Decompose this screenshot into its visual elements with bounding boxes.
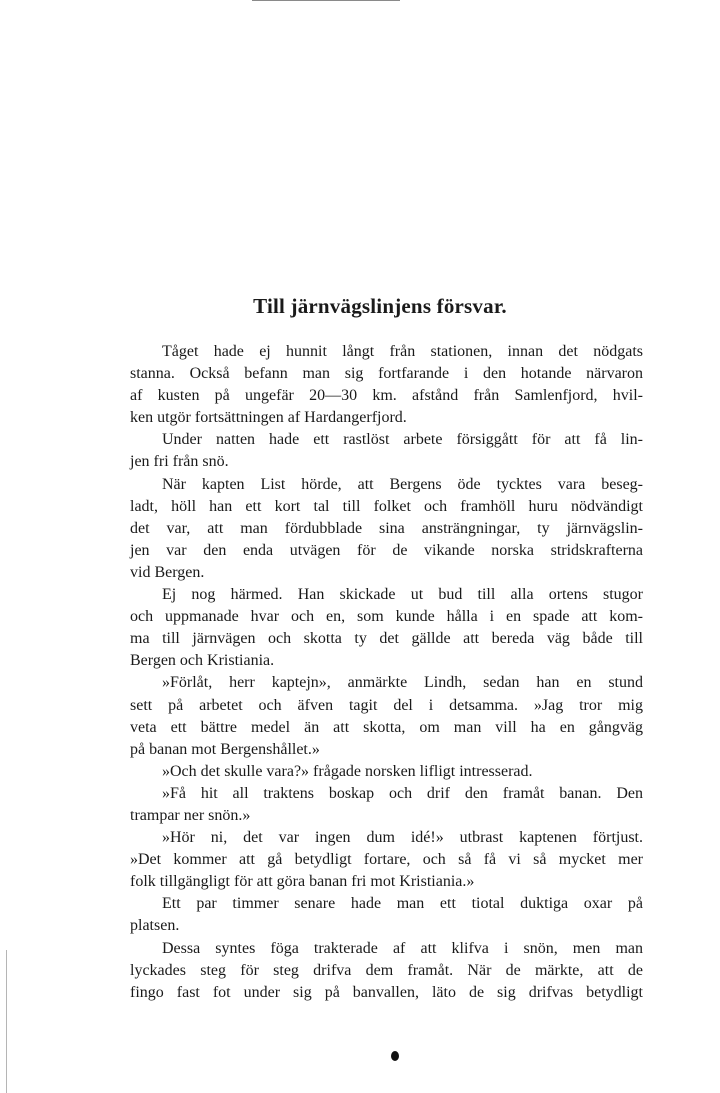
text-line: Ej nog härmed. Han skickade ut bud till alla ortens stugor	[162, 586, 643, 604]
text-line: »Hör ni, det var ingen dum idé!» utbrast kaptenen förtjust.	[162, 829, 643, 847]
text-line: sett på arbetet och äfven tagit del i detsamma. »Jag tror mig	[130, 696, 643, 714]
text-line: När kapten List hörde, att Bergens öde tycktes vara beseg-	[162, 475, 643, 493]
text-line: folk tillgängligt för att göra banan fri mot Kristiania.»	[130, 873, 475, 891]
page-edge-line	[6, 950, 7, 1093]
text-line: »Förlåt, herr kaptejn», anmärkte Lindh, sedan han en stund	[162, 674, 643, 692]
text-line: Bergen och Kristiania.	[130, 652, 275, 670]
text-line: ladt, höll han ett kort tal till folket och framhöll huru nödvändigt	[130, 497, 643, 515]
text-line: jen var den enda utvägen för de vikande norska stridskrafterna	[130, 541, 643, 559]
text-line: stanna. Också befann man sig fortfarande i den hotande närvaron	[130, 365, 643, 383]
text-line: trampar ner snön.»	[130, 806, 251, 824]
text-line: »Det kommer att gå betydligt fortare, och så få vi så mycket mer	[130, 851, 643, 869]
text-line: det var, att man fördubblade sina ansträngningar, ty järnvägslin-	[130, 519, 643, 537]
text-line: af kusten på ungefär 20—30 km. afstånd från Samlenfjord, hvil-	[130, 387, 643, 405]
text-line: »Och det skulle vara?» frågade norsken lifligt intresserad.	[162, 762, 533, 780]
text-line: Ett par timmer senare hade man ett tiotal duktiga oxar på	[162, 895, 643, 913]
text-line: jen fri från snö.	[130, 453, 229, 471]
text-line: och uppmanade hvar och en, som kunde hålla i en spade att kom-	[130, 608, 643, 626]
top-rule	[252, 0, 400, 1]
text-line: Under natten hade ett rastlöst arbete försiggått för att få lin-	[162, 431, 643, 449]
text-line: lyckades steg för steg drifva dem framåt. När de märkte, att de	[130, 961, 643, 979]
page-mark-dot	[391, 1051, 399, 1061]
text-line: Dessa syntes föga trakterade af att klifva i snön, men man	[162, 939, 643, 957]
text-line: vid Bergen.	[130, 563, 205, 581]
chapter-title: Till järnvägslinjens försvar.	[253, 294, 507, 318]
text-line: Tåget hade ej hunnit långt från stationen, innan det nödgats	[162, 343, 643, 360]
body-text	[130, 341, 643, 1004]
text-line: fingo fast fot under sig på banvallen, läto de sig drifvas betydligt	[130, 983, 643, 1001]
text-line: på banan mot Bergenshållet.»	[130, 740, 320, 758]
text-line: ken utgör fortsättningen af Hardangerfjord.	[130, 409, 407, 427]
text-line: »Få hit all traktens boskap och drif den framåt banan. Den	[162, 784, 643, 802]
text-line: platsen.	[130, 917, 180, 935]
text-line: ma till järnvägen och skotta ty det gällde att bereda väg både till	[130, 630, 643, 648]
text-line: veta ett bättre medel än att skotta, om man vill ha en gångväg	[130, 718, 643, 736]
